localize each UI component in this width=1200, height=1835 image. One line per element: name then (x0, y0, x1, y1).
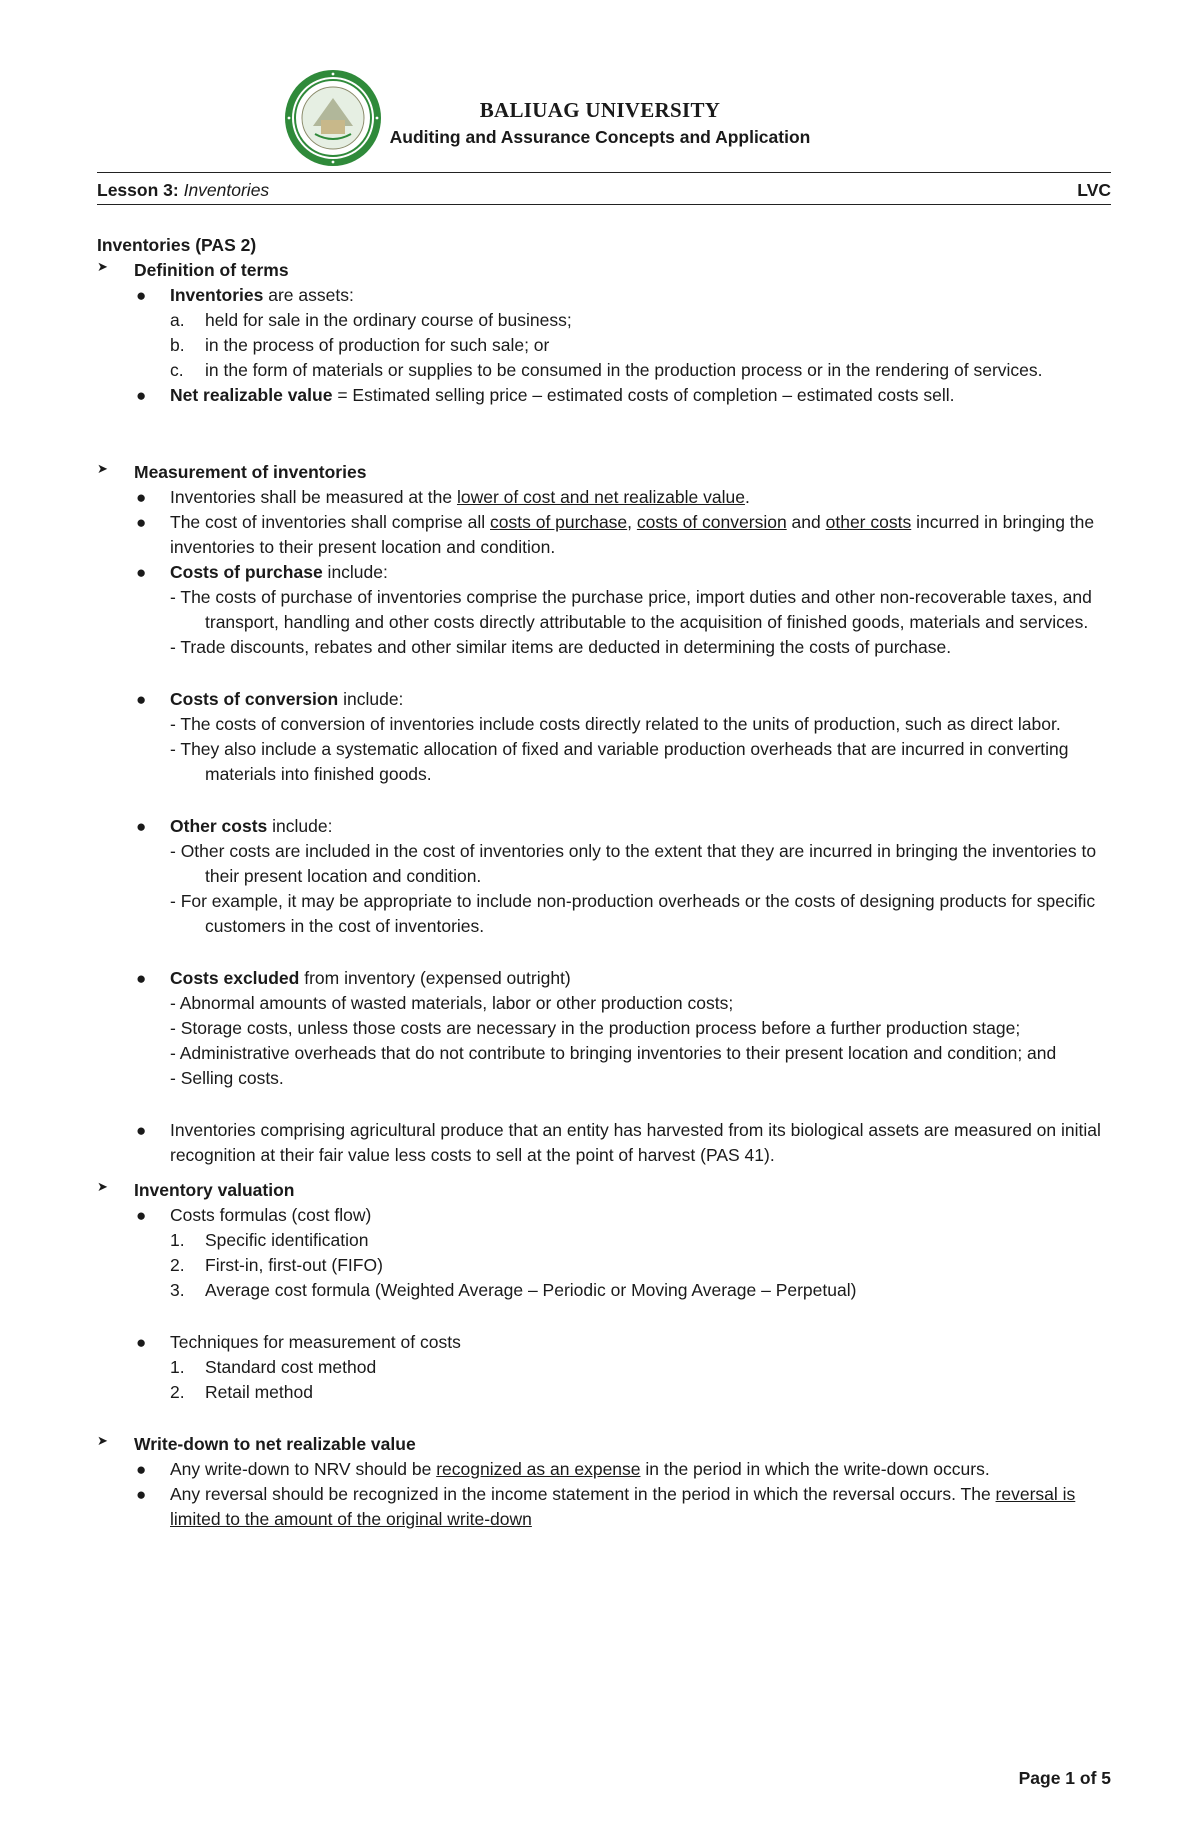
list-item (97, 383, 1111, 408)
section-measurement (97, 460, 1111, 485)
list-item (97, 1228, 1111, 1253)
bullet-icon: ● (136, 563, 147, 582)
list-item (97, 333, 1111, 358)
list-marker: 3. (170, 1280, 185, 1300)
text-run: Any reversal should be recognized in the income statement in the period in which the reversal occurs. The (170, 1484, 996, 1504)
list-item (97, 1355, 1111, 1380)
section-valuation (97, 1178, 1111, 1203)
bullet-icon: ● (136, 1121, 147, 1140)
header-rule-top (97, 172, 1111, 173)
section-title: Write-down to net realizable value (134, 1434, 416, 1454)
bullet-icon: ● (136, 969, 147, 988)
instructor-initials: LVC (1077, 180, 1111, 200)
list-marker: b. (170, 335, 185, 355)
bullet-icon: ● (136, 1333, 147, 1352)
text-run: The cost of inventories shall comprise all (170, 512, 490, 532)
bullet-icon: ● (136, 1485, 147, 1504)
text-run: , (627, 512, 637, 532)
list-item-text: Techniques for measurement of costs (170, 1332, 461, 1352)
dash-item: - The costs of conversion of inventories include costs directly related to the units of production, such as direct labor. (170, 714, 1061, 734)
list-item (97, 358, 1111, 383)
list-item-text: in the form of materials or supplies to be consumed in the production process or in the rendering of services. (205, 360, 1043, 380)
list-marker: 2. (170, 1255, 185, 1275)
list-item (97, 1118, 1111, 1168)
list-item (97, 814, 1111, 839)
dash-list (97, 585, 1111, 660)
bullet-icon: ● (136, 1460, 147, 1479)
term: Inventories (170, 285, 264, 305)
bullet-icon: ● (136, 690, 147, 709)
list-item (97, 966, 1111, 991)
dash-list (97, 839, 1111, 939)
section-writedown (97, 1432, 1111, 1457)
section-definitions (97, 258, 1111, 283)
term-text: = Estimated selling price – estimated costs of completion – estimated costs sell. (332, 385, 955, 405)
bullet-icon: ● (136, 513, 147, 532)
lesson-info (97, 180, 269, 201)
bullet-icon: ● (136, 488, 147, 507)
list-marker: a. (170, 310, 185, 330)
text-run: in the period in which the write-down occurs. (640, 1459, 990, 1479)
underlined-text: reversal is limited to the amount of the original write-down (170, 1484, 1076, 1529)
underlined-text: lower of cost and net realizable value (456, 487, 745, 507)
list-item-text: Average cost formula (Weighted Average – Periodic or Moving Average – Perpetual) (205, 1280, 857, 1300)
term-text: include: (322, 562, 388, 582)
list-item (97, 1203, 1111, 1228)
list-item (97, 510, 1111, 560)
term-text: are assets: (263, 285, 354, 305)
bullet-icon: ● (136, 386, 147, 405)
list-item (97, 308, 1111, 333)
term-text: from inventory (expensed outright) (299, 968, 571, 988)
list-item-text: Costs formulas (cost flow) (170, 1205, 372, 1225)
list-marker: 2. (170, 1382, 185, 1402)
list-item (97, 1457, 1111, 1482)
list-item (97, 283, 1111, 308)
term: Costs of purchase (170, 562, 323, 582)
list-item-text: Retail method (205, 1382, 313, 1402)
list-item-text: First-in, first-out (FIFO) (205, 1255, 383, 1275)
underlined-text: other costs (825, 512, 912, 532)
term: Net realizable value (170, 385, 333, 405)
dash-list (97, 712, 1111, 787)
list-item (97, 1482, 1111, 1532)
bullet-icon: ● (136, 817, 147, 836)
text-run: incurred in bringing the inventories to their present location and condition. (170, 512, 1095, 557)
list-item-text: Inventories comprising agricultural produce that an entity has harvested from its biological assets are measured on initial recognition at their fair value less costs to sell at the point of harvest (PAS 41). (170, 1120, 1101, 1165)
list-marker: 1. (170, 1357, 185, 1377)
header-rule-bottom (97, 204, 1111, 205)
list-item-text: Specific identification (205, 1230, 369, 1250)
underlined-text: recognized as an expense (436, 1459, 641, 1479)
dash-list (97, 991, 1111, 1091)
dash-item: - Trade discounts, rebates and other similar items are deducted in determining the costs of purchase. (170, 637, 952, 657)
list-marker: c. (170, 360, 184, 380)
lesson-content (97, 233, 1111, 1532)
list-item-text: held for sale in the ordinary course of business; (205, 310, 572, 330)
dash-item: - Other costs are included in the cost of inventories only to the extent that they are incurred in bringing the inventories to their present location and condition. (170, 841, 1097, 886)
section-title: Definition of terms (134, 260, 289, 280)
list-item (97, 485, 1111, 510)
arrow-bullet-icon: ➤ (97, 1179, 108, 1194)
dash-item: - Storage costs, unless those costs are necessary in the production process before a further production stage; (170, 1018, 1021, 1038)
page-number: Page 1 of 5 (1018, 1768, 1111, 1788)
list-item (97, 1330, 1111, 1355)
list-marker: 1. (170, 1230, 185, 1250)
list-item (97, 560, 1111, 585)
lesson-topic: Inventories (183, 180, 270, 200)
course-title: Auditing and Assurance Concepts and Application (389, 127, 811, 147)
section-title: Inventory valuation (134, 1180, 295, 1200)
list-item (97, 687, 1111, 712)
term: Other costs (170, 816, 268, 836)
list-item-text: Standard cost method (205, 1357, 377, 1377)
bullet-icon: ● (136, 286, 147, 305)
dash-item: - For example, it may be appropriate to include non-production overheads or the costs of designing products for specific customers in the cost of inventories. (170, 891, 1096, 936)
term-text: include: (267, 816, 333, 836)
underlined-text: costs of conversion (636, 512, 787, 532)
dash-item: - Administrative overheads that do not contribute to bringing inventories to their present location and condition; and (170, 1043, 1057, 1063)
underlined-text: costs of purchase (490, 512, 628, 532)
term: Costs of conversion (170, 689, 339, 709)
list-item (97, 1278, 1111, 1303)
dash-item: - The costs of purchase of inventories comprise the purchase price, import duties and other non-recoverable taxes, and transport, handling and other costs directly attributable to the acquisition of finished goods, materials and services. (170, 587, 1092, 632)
list-item (97, 1380, 1111, 1405)
dash-item: - Selling costs. (170, 1068, 284, 1088)
text-run: and (786, 512, 826, 532)
term-text: include: (338, 689, 404, 709)
list-item (97, 1253, 1111, 1278)
arrow-bullet-icon: ➤ (97, 461, 108, 476)
section-title: Measurement of inventories (134, 462, 367, 482)
doc-title: Inventories (PAS 2) (97, 235, 257, 255)
text-run: Inventories shall be measured at the (170, 487, 457, 507)
dash-item: - They also include a systematic allocation of fixed and variable production overheads that are incurred in converting materials into finished goods. (170, 739, 1069, 784)
dash-item: - Abnormal amounts of wasted materials, labor or other production costs; (170, 993, 734, 1013)
arrow-bullet-icon: ➤ (97, 1433, 108, 1448)
text-run: . (744, 487, 750, 507)
arrow-bullet-icon: ➤ (97, 259, 108, 274)
university-name: BALIUAG UNIVERSITY (479, 98, 721, 122)
text-run: Any write-down to NRV should be (170, 1459, 437, 1479)
bullet-icon: ● (136, 1206, 147, 1225)
list-item-text: in the process of production for such sale; or (205, 335, 550, 355)
term: Costs excluded (170, 968, 300, 988)
lesson-label: Lesson 3: (97, 180, 179, 200)
